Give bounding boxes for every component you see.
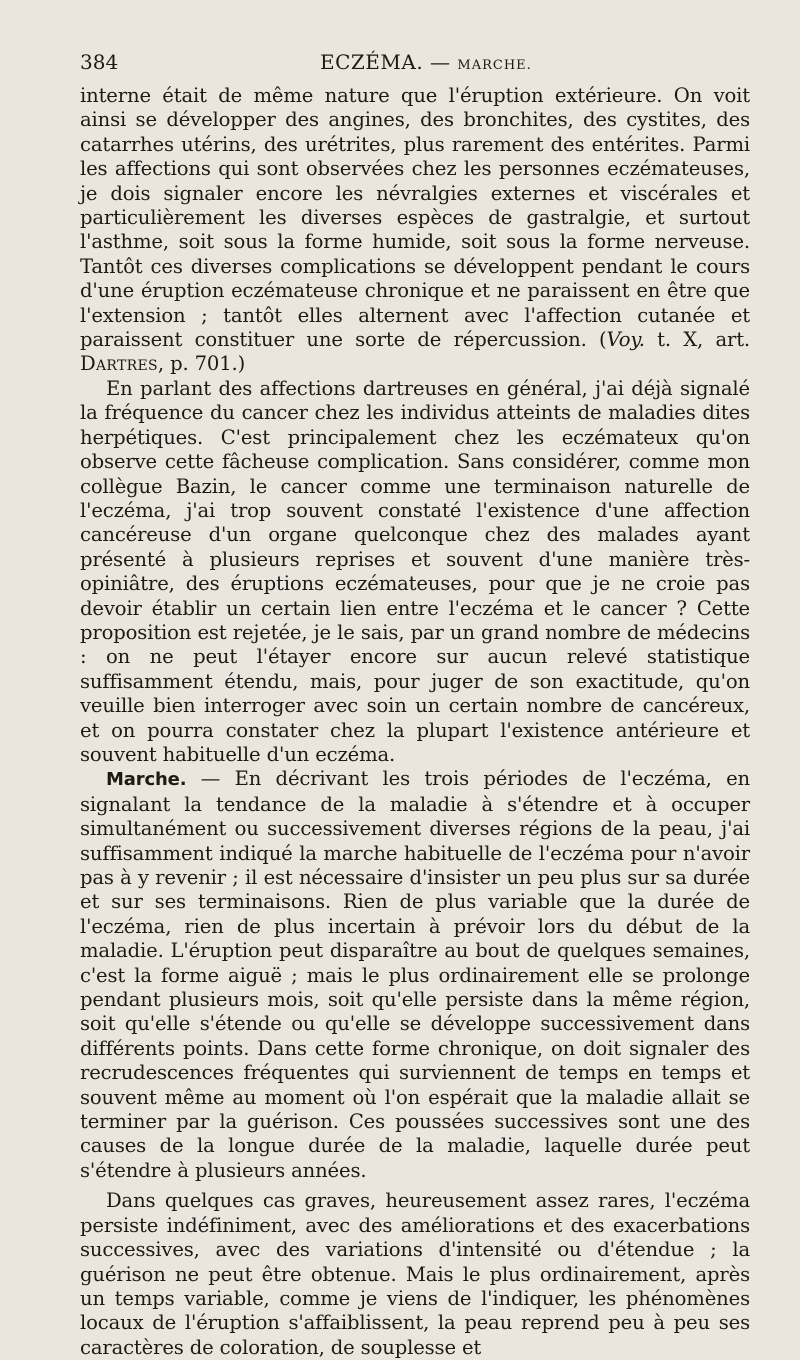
citation-abbreviation: Voy. [606,328,645,352]
paragraph-text: t. X, art. [644,328,750,352]
running-head-separator: — [430,50,451,74]
paragraph-cancer: En parlant des affections dartreuses en général, j'ai déjà signalé la fréquence du cancer chez les individus atteints de maladies dites herpétiques. C'est principalement chez les eczémateux qu'on observe cette fâcheuse complication. Sans considérer, comme mon collègue Bazin, le cancer comme une terminaison naturelle de l'eczéma, j'ai trop souvent constaté l'existence d'une affection cancéreuse d'un organe quelconque chez des malades ayant présenté à plusieurs reprises et souvent d'une manière très-opiniâtre, des éruptions eczémateuses, pour que je ne croie pas devoir établir un certain lien entre l'eczéma et le cancer ? Cette proposition est rejetée, je le sais, par un grand nombre de médecins : on ne peut l'étayer encore sur aucun relevé statistique suffisamment étendu, mais, pour juger de son exactitude, qu'on veuille bien interroger avec soin un certain nombre de cancéreux, et on pourra constater chez la plupart l'existence antérieure et souvent habituelle d'un eczéma. [80,376,750,766]
paragraph-text: , p. 701.) [157,352,246,376]
paragraph-marche [80,767,750,1183]
section-heading-marche: Marche. [106,769,187,791]
running-title: ECZÉMA. [320,50,424,74]
cross-reference-article: Dartres [80,352,158,376]
running-head [320,50,532,74]
paragraph-text: — En décrivant les trois périodes de l'eczéma, en signalant la tendance de la maladie à s'étendre et à occuper simultanément ou successivement diverses régions de la peau, j'ai suffisamment indiqué la marche habituelle de l'eczéma pour n'avoir pas à y revenir ; il est nécessaire d'insister un peu plus sur sa durée et sur ses terminaisons. Rien de plus variable que la durée de l'eczéma, rien de plus incertain à prévoir lors du début de la maladie. L'éruption peut disparaître au bout de quelques semaines, c'est la forme aiguë ; mais le plus ordinairement elle se prolonge pendant plusieurs mois, soit qu'elle persiste dans la même région, soit qu'elle s'étende ou qu'elle se développe successivement dans différents points. Dans cette forme chronique, on doit signaler des recrudescences fréquentes qui surviennent de temps en temps et souvent même au moment où l'on espérait que la maladie allait se terminer par la guérison. Ces poussées successives sont une des causes de la longue durée de la maladie, laquelle durée peut s'étendre à plusieurs années. [80,767,750,1182]
page-header [80,44,750,84]
running-subtitle: MARCHE. [457,58,532,73]
paragraph-severe-cases: Dans quelques cas graves, heureusement assez rares, l'eczéma persiste indéfiniment, avec des améliorations et des exacerbations successives, avec des variations d'intensité ou d'étendue ; la guérison ne peut être obtenue. Mais le plus ordinairement, après un temps variable, comme je viens de l'indiquer, les phénomènes locaux de l'éruption s'affaiblissent, la peau reprend peu à peu ses caractères de coloration, de souplesse et [80,1189,750,1359]
paragraph-text: interne était de même nature que l'éruption extérieure. On voit ainsi se développer des angines, des bronchites, des cystites, des catarrhes utérins, des urétrites, plus rarement des entérites. Parmi les affections qui sont observées chez les personnes eczémateuses, je dois signaler encore les névralgies externes et viscérales et particulièrement les diverses espèces de gastralgie, et surtout l'asthme, soit sous la forme humide, soit sous la forme nerveuse. Tantôt ces diverses complications se développent pendant le cours d'une éruption eczémateuse chronique et ne paraissent en être que l'extension ; tantôt elles alternent avec l'affection cutanée et paraissent constituer une sorte de répercussion. ( [80,84,750,352]
page-number: 384 [80,50,119,74]
paragraph-complications [80,84,750,377]
